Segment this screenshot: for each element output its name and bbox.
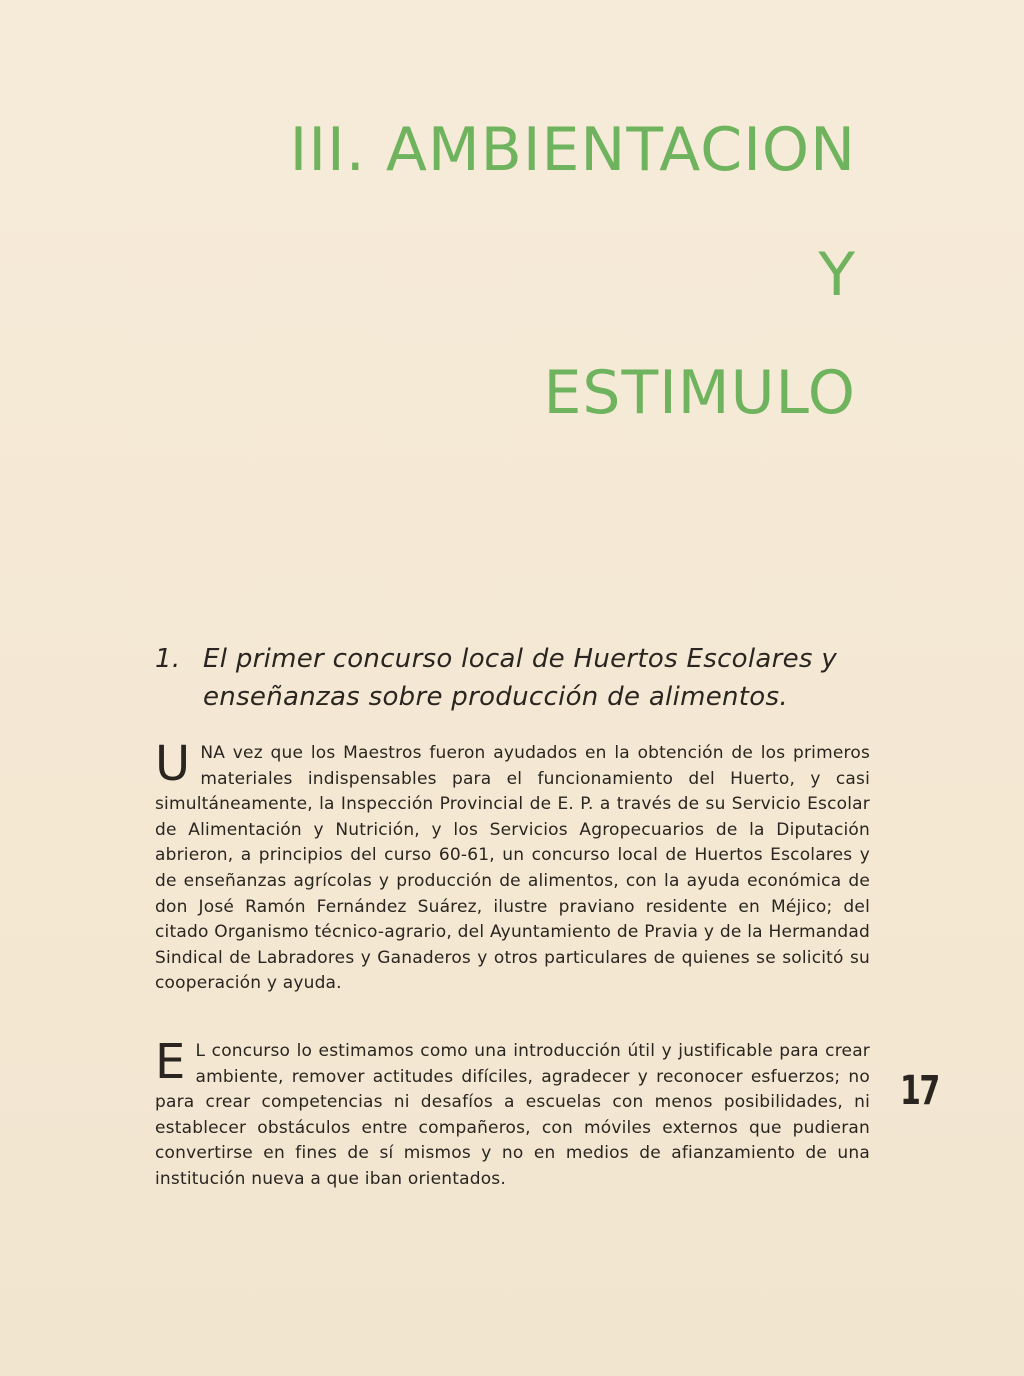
section-number: 1. — [155, 644, 181, 674]
dropcap-2: E — [155, 1034, 186, 1090]
paragraph-2-text: L concurso lo estimamos como una introducción útil y justificable para crear ambiente, remover actitudes difíciles, agradecer y reconocer esfuerzos; no para crear competencias ni desafíos a escuelas con menos posibilidades, ni establecer obstáculos entre compañeros, con móviles externos que pudieran convertirse en fines de sí mismos y no en medios de afianzamiento de una institución nueva a que iban orientados. — [155, 1041, 870, 1189]
paragraph-2 — [155, 1034, 870, 1193]
paragraph-1 — [155, 736, 870, 997]
page-number: 17 — [900, 1068, 939, 1114]
dropcap-1: U — [155, 736, 191, 792]
section-heading-line-1: El primer concurso local de Huertos Escolares y — [203, 644, 838, 674]
chapter-title-line-1: III. AMBIENTACION — [289, 115, 856, 185]
section-heading — [155, 640, 875, 716]
chapter-title-line-2: Y — [818, 240, 856, 310]
section-heading-line-2: enseñanzas sobre producción de alimentos. — [203, 682, 788, 712]
chapter-title-line-3: ESTIMULO — [543, 358, 856, 428]
paragraph-1-text: NA vez que los Maestros fueron ayudados en la obtención de los primeros materiales indispensables para el funcionamiento del Huerto, y casi simultáneamente, la Inspección Provincial de E. P. a través de su Servicio Escolar de Alimentación y Nutrición, y los Servicios Agropecuarios de la Diputación abrieron, a principios del curso 60-61, un concurso local de Huertos Escolares y de enseñanzas agrícolas y producción de alimentos, con la ayuda económica de don José Ramón Fernández Suárez, ilustre praviano residente en Méjico; del citado Organismo técnico-agrario, del Ayuntamiento de Pravia y de la Hermandad Sindical de Labradores y Ganaderos y otros particulares de quienes se solicitó su cooperación y ayuda. — [155, 743, 870, 994]
